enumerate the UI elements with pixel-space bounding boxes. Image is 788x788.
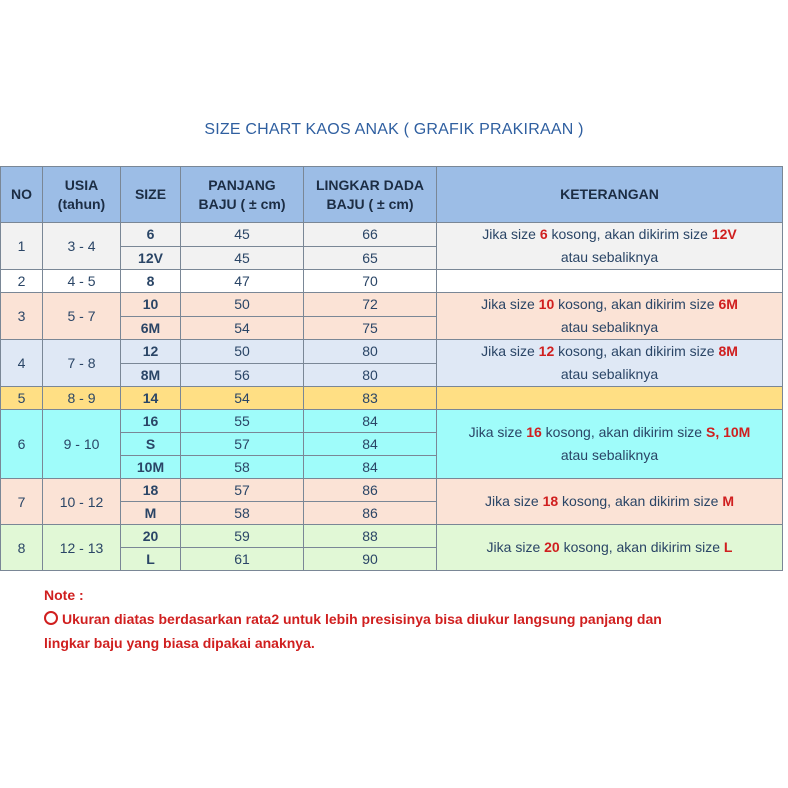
header-lingkar: LINGKAR DADA BAJU ( ± cm) — [304, 167, 437, 223]
cell-size: 8 — [121, 270, 181, 293]
note-block — [44, 583, 784, 655]
cell-lingkar: 80 — [304, 340, 437, 364]
size-chart-table — [0, 166, 783, 571]
cell-panjang: 54 — [181, 316, 304, 340]
table-row — [1, 410, 783, 433]
cell-keterangan: Jika size 16 kosong, akan dikirim size S, 10M atau sebaliknya — [437, 410, 783, 479]
cell-keterangan: Jika size 12 kosong, akan dikirim size 8M atau sebaliknya — [437, 340, 783, 387]
cell-usia: 5 - 7 — [43, 293, 121, 340]
cell-lingkar: 72 — [304, 293, 437, 317]
cell-usia: 3 - 4 — [43, 223, 121, 270]
header-panjang: PANJANG BAJU ( ± cm) — [181, 167, 304, 223]
cell-no: 4 — [1, 340, 43, 387]
cell-no: 7 — [1, 479, 43, 525]
header-keterangan: KETERANGAN — [437, 167, 783, 223]
cell-lingkar: 84 — [304, 433, 437, 456]
cell-panjang: 45 — [181, 246, 304, 270]
cell-size: M — [121, 502, 181, 525]
cell-panjang: 58 — [181, 456, 304, 479]
cell-lingkar: 75 — [304, 316, 437, 340]
table-row — [1, 340, 783, 364]
table-row — [1, 293, 783, 317]
cell-keterangan-empty — [437, 387, 783, 410]
cell-panjang: 47 — [181, 270, 304, 293]
cell-panjang: 54 — [181, 387, 304, 410]
cell-no: 5 — [1, 387, 43, 410]
cell-keterangan: Jika size 18 kosong, akan dikirim size M — [437, 479, 783, 525]
cell-panjang: 56 — [181, 363, 304, 387]
cell-lingkar: 84 — [304, 410, 437, 433]
cell-size: 20 — [121, 525, 181, 548]
cell-lingkar: 66 — [304, 223, 437, 247]
cell-panjang: 61 — [181, 548, 304, 571]
cell-size: 10 — [121, 293, 181, 317]
cell-lingkar: 70 — [304, 270, 437, 293]
table-row — [1, 223, 783, 247]
cell-no: 3 — [1, 293, 43, 340]
cell-keterangan: Jika size 6 kosong, akan dikirim size 12V atau sebaliknya — [437, 223, 783, 270]
cell-size: 8M — [121, 363, 181, 387]
cell-size: 14 — [121, 387, 181, 410]
cell-panjang: 50 — [181, 340, 304, 364]
header-row — [1, 167, 783, 223]
cell-keterangan: Jika size 10 kosong, akan dikirim size 6M atau sebaliknya — [437, 293, 783, 340]
cell-size: 6M — [121, 316, 181, 340]
cell-panjang: 50 — [181, 293, 304, 317]
table-row — [1, 270, 783, 293]
cell-usia: 9 - 10 — [43, 410, 121, 479]
circle-bullet-icon — [44, 611, 58, 625]
cell-keterangan: Jika size 20 kosong, akan dikirim size L — [437, 525, 783, 571]
cell-no: 1 — [1, 223, 43, 270]
cell-panjang: 59 — [181, 525, 304, 548]
cell-size: 16 — [121, 410, 181, 433]
note-text: Ukuran diatas berdasarkan rata2 untuk lebih presisinya bisa diukur langsung panjang dan — [44, 607, 784, 631]
cell-panjang: 58 — [181, 502, 304, 525]
cell-panjang: 55 — [181, 410, 304, 433]
cell-no: 6 — [1, 410, 43, 479]
cell-keterangan-empty — [437, 270, 783, 293]
cell-lingkar: 90 — [304, 548, 437, 571]
cell-lingkar: 86 — [304, 479, 437, 502]
cell-usia: 10 - 12 — [43, 479, 121, 525]
cell-panjang: 45 — [181, 223, 304, 247]
header-usia: USIA (tahun) — [43, 167, 121, 223]
cell-size: 12V — [121, 246, 181, 270]
table-body — [1, 223, 783, 571]
cell-no: 8 — [1, 525, 43, 571]
note-label: Note : — [44, 587, 84, 603]
cell-lingkar: 80 — [304, 363, 437, 387]
chart-title: SIZE CHART KAOS ANAK ( GRAFIK PRAKIRAAN ) — [204, 121, 584, 138]
table-row — [1, 525, 783, 548]
header-no: NO — [1, 167, 43, 223]
cell-lingkar: 84 — [304, 456, 437, 479]
cell-size: 6 — [121, 223, 181, 247]
cell-size: 12 — [121, 340, 181, 364]
cell-size: 10M — [121, 456, 181, 479]
cell-usia: 7 - 8 — [43, 340, 121, 387]
cell-lingkar: 86 — [304, 502, 437, 525]
cell-lingkar: 65 — [304, 246, 437, 270]
cell-usia: 12 - 13 — [43, 525, 121, 571]
note-text-continued: lingkar baju yang biasa dipakai anaknya. — [44, 635, 315, 651]
table-row — [1, 387, 783, 410]
cell-size: 18 — [121, 479, 181, 502]
header-size: SIZE — [121, 167, 181, 223]
table-row — [1, 479, 783, 502]
cell-panjang: 57 — [181, 479, 304, 502]
cell-lingkar: 88 — [304, 525, 437, 548]
cell-usia: 4 - 5 — [43, 270, 121, 293]
cell-no: 2 — [1, 270, 43, 293]
cell-size: L — [121, 548, 181, 571]
cell-usia: 8 - 9 — [43, 387, 121, 410]
cell-lingkar: 83 — [304, 387, 437, 410]
cell-size: S — [121, 433, 181, 456]
cell-panjang: 57 — [181, 433, 304, 456]
